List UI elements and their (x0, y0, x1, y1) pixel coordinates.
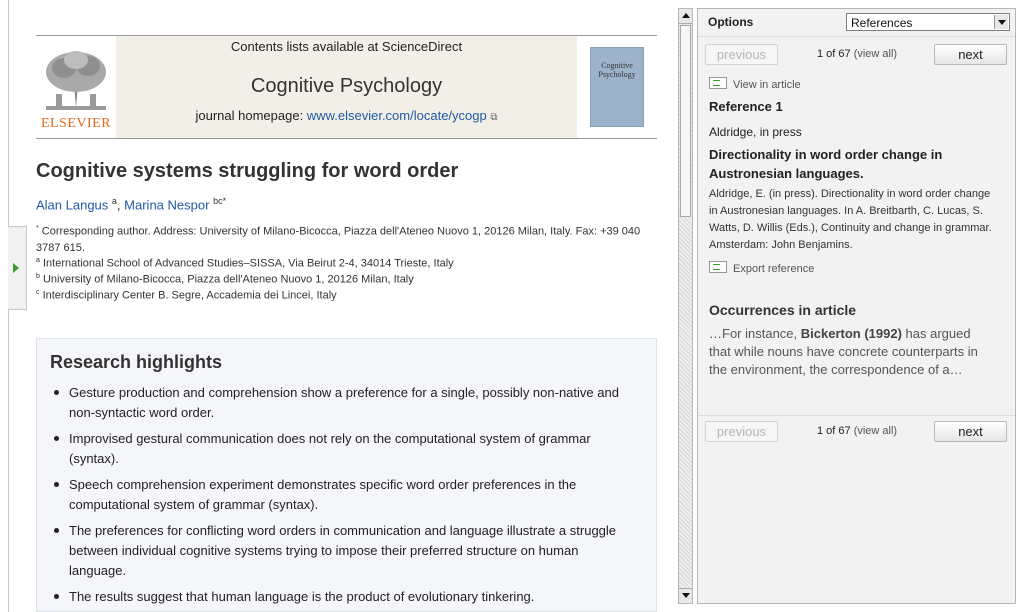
homepage-prefix: journal homepage: (195, 108, 307, 123)
elsevier-tree-icon (36, 44, 116, 114)
affiliation-text: Corresponding author. Address: University of Milano-Bicocca, Piazza dell'Ateneo Nuovo 1, 20126 Milan, Italy. Fax: +39 040 3787 615. (36, 225, 641, 254)
references-sidebar (697, 8, 1016, 604)
occurrence-snippet[interactable] (709, 325, 979, 379)
reference-short: Aldridge, in press (709, 125, 802, 139)
elsevier-logo[interactable] (36, 44, 116, 132)
affiliation-text: University of Milano-Bicocca, Piazza dell'Ateneo Nuovo 1, 20126 Milan, Italy (42, 273, 414, 286)
journal-info (116, 36, 577, 138)
affiliation-mark: a (36, 257, 40, 264)
highlights-title: Research highlights (50, 352, 223, 372)
reference-full-citation: Aldridge, E. (in press). Directionality in word order change in Austronesian languages. In A. Breitbarth, C. Lucas, S. Watts, D. Willis (Eds.), Continuity and change in grammar. Amsterdam: John Benjamins. (709, 188, 992, 251)
arrow-up-icon (682, 13, 690, 18)
view-all-link[interactable]: (view all) (853, 48, 898, 60)
occurrence-suffix: has argued that while nouns have concrete counterparts in the environment, the correspondence of a… (709, 326, 978, 377)
highlight-item: The preferences for conflicting word orders in communication and language illustrate a struggle between individual cognitive systems trying to impose their preferred structure on human language. (69, 521, 629, 581)
next-button[interactable]: next (934, 44, 1007, 65)
journal-homepage (116, 108, 577, 123)
contents-line: Contents lists available at ScienceDirect (230, 39, 463, 54)
affiliation-text: Interdisciplinary Center B. Segre, Accademia dei Lincei, Italy (42, 289, 337, 302)
previous-button-bottom[interactable]: previous (705, 421, 778, 442)
options-label: Options (708, 15, 754, 29)
author-link[interactable]: Marina Nespor (124, 197, 210, 213)
research-highlights-box (36, 338, 657, 612)
highlight-item: The results suggest that human language is the product of evolutionary tinkering. (69, 587, 629, 607)
counter-text: 1 of 67 (817, 425, 851, 437)
homepage-link[interactable]: www.elsevier.com/locate/ycogp (306, 108, 487, 123)
reference-title: Directionality in word order change in Austronesian languages. (709, 147, 943, 181)
view-in-article-icon (709, 77, 727, 89)
export-reference-link[interactable] (709, 261, 814, 275)
article-title: Cognitive systems struggling for word order (36, 160, 459, 182)
journal-cover-image[interactable] (590, 47, 644, 127)
next-button-bottom[interactable]: next (934, 421, 1007, 442)
reference-counter-bottom (817, 425, 897, 437)
occurrences-heading: Occurrences in article (709, 302, 857, 318)
highlight-item: Gesture production and comprehension show a preference for a single, possibly non-native and non-syntactic word order. (69, 383, 629, 423)
author-affiliation-mark[interactable]: bc* (213, 196, 227, 206)
side-panel-toggle[interactable] (8, 226, 27, 310)
affiliation-c (36, 285, 337, 304)
expand-arrow-icon (13, 263, 19, 273)
affiliation-text: International School of Advanced Studies–SISSA, Via Beirut 2-4, 34014 Trieste, Italy (42, 257, 454, 270)
sidebar-divider (698, 415, 1015, 416)
publisher-name: ELSEVIER (40, 116, 112, 131)
reference-heading: Reference 1 (709, 99, 783, 114)
author-separator: , (116, 197, 121, 213)
cover-title: Cognitive Psychology (598, 61, 636, 79)
counter-text: 1 of 67 (817, 48, 851, 60)
author-link[interactable]: Alan Langus (36, 197, 109, 213)
sidebar-divider (698, 36, 1015, 37)
author-affiliation-mark[interactable]: a (111, 196, 117, 206)
scroll-thumb[interactable] (680, 25, 691, 217)
journal-title[interactable]: Cognitive Psychology (250, 75, 443, 97)
occurrence-citation: Bickerton (1992) (800, 326, 902, 341)
dropdown-arrow-icon (994, 15, 1008, 29)
previous-button[interactable]: previous (705, 44, 778, 65)
occurrence-prefix: …For instance, (709, 326, 801, 341)
scroll-up-button[interactable] (679, 9, 692, 24)
reference-counter (817, 48, 897, 60)
highlight-item: Speech comprehension experiment demonstrates specific word order preferences in the computational system of grammar (syntax). (69, 475, 629, 515)
view-in-article-label: View in article (733, 79, 801, 91)
affiliation-corresponding (36, 221, 646, 256)
highlight-item: Improvised gestural communication does not rely on the computational system of grammar (syntax). (69, 429, 629, 469)
options-select[interactable] (846, 13, 1010, 31)
view-in-article-link[interactable] (709, 77, 801, 91)
export-reference-label: Export reference (733, 263, 815, 275)
affiliation-mark: c (36, 289, 40, 296)
article-scrollbar[interactable] (678, 8, 693, 604)
journal-header (36, 35, 657, 139)
options-selected-value: References (851, 16, 913, 30)
affiliation-mark: b (36, 273, 40, 280)
external-link-icon: ⧉ (490, 112, 498, 123)
export-icon (709, 261, 727, 273)
scroll-down-button[interactable] (679, 588, 692, 603)
author-list (36, 196, 226, 212)
affiliation-mark: * (36, 225, 39, 232)
arrow-down-icon (682, 593, 690, 598)
view-all-link[interactable]: (view all) (853, 425, 898, 437)
